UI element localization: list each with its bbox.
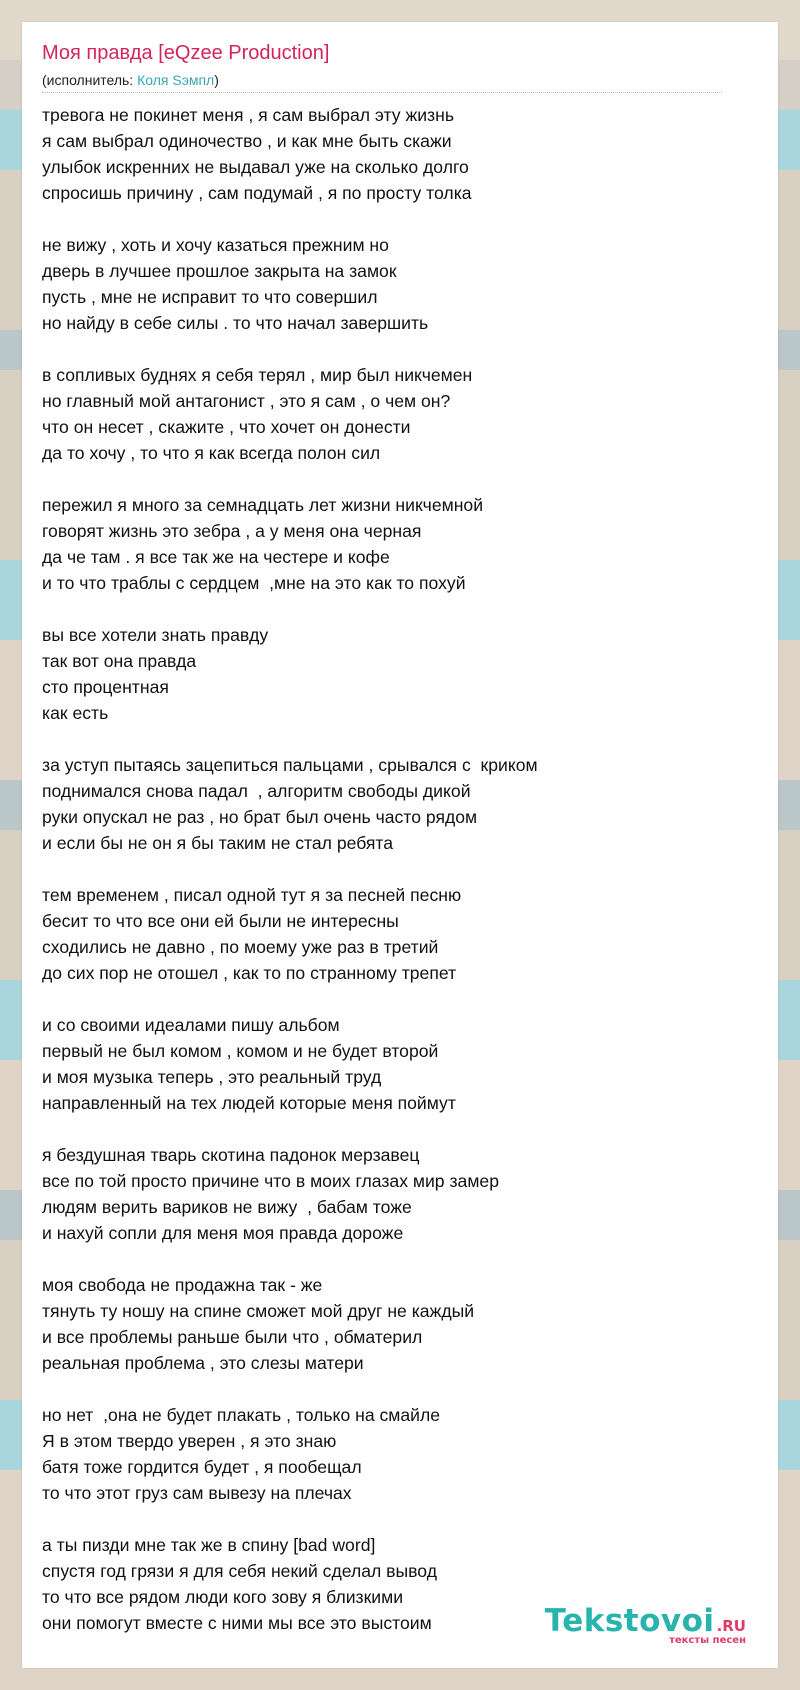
lyric-line: то что этот груз сам вывезу на плечах [42,1483,352,1503]
lyrics-stanza [42,1142,742,1246]
lyrics-stanza [42,882,742,986]
lyric-line: бесит то что все они ей были не интересны [42,911,399,931]
lyric-line: но главный мой антагонист , это я сам , о чем он? [42,391,451,411]
lyric-line: как есть [42,703,109,723]
lyric-line: сходились не давно , по моему уже раз в третий [42,937,439,957]
lyric-line: но найду в себе силы . то что начал завершить [42,313,429,333]
lyric-line: в сопливых буднях я себя терял , мир был никчемен [42,365,473,385]
lyric-line: и нахуй сопли для меня моя правда дороже [42,1223,404,1243]
lyric-line: руки опускал не раз , но брат был очень часто рядом [42,807,478,827]
lyrics-stanza [42,232,742,336]
lyric-line: да че там . я все так же на честере и кофе [42,547,390,567]
lyric-line: за уступ пытаясь зацепиться пальцами , срывался с криком [42,755,538,775]
lyric-line: направленный на тех людей которые меня поймут [42,1093,456,1113]
lyric-line: тем временем , писал одной тут я за песней песню [42,885,462,905]
lyrics-body [42,102,742,1662]
logo-tagline: тексты песен [669,1635,746,1646]
lyrics-stanza [42,102,742,206]
logo-text: Tekstovoi [544,1603,715,1639]
lyric-line: то что все рядом люди кого зову я близкими [42,1587,404,1607]
lyric-line: что он несет , скажите , что хочет он донести [42,417,411,437]
lyric-line: так вот она правда [42,651,197,671]
lyric-line: не вижу , хоть и хочу казаться прежним но [42,235,389,255]
lyric-line: до сих пор не отошел , как то по странному трепет [42,963,457,983]
artist-suffix: ) [214,72,219,88]
lyric-line: спросишь причину , сам подумай , я по просту толка [42,183,472,203]
title-divider [42,92,722,93]
lyric-line: и то что траблы с сердцем ,мне на это как то похуй [42,573,466,593]
lyric-line: и моя музыка теперь , это реальный труд [42,1067,382,1087]
lyrics-stanza [42,1272,742,1376]
lyric-line: поднимался снова падал , алгоритм свободы дикой [42,781,471,801]
lyric-line: улыбок искренних не выдавал уже на сколько долго [42,157,469,177]
lyric-line: дверь в лучшее прошлое закрыта на замок [42,261,397,281]
lyric-line: спустя год грязи я для себя некий сделал вывод [42,1561,437,1581]
site-logo[interactable] [545,1605,746,1646]
artist-line [42,72,219,88]
lyric-line: говорят жизнь это зебра , а у меня она черная [42,521,422,541]
lyric-line: тревога не покинет меня , я сам выбрал эту жизнь [42,105,454,125]
lyric-line: реальная проблема , это слезы матери [42,1353,364,1373]
lyrics-stanza [42,1402,742,1506]
lyric-line: вы все хотели знать правду [42,625,269,645]
lyric-line: пережил я много за семнадцать лет жизни никчемной [42,495,484,515]
lyric-line: первый не был комом , комом и не будет второй [42,1041,439,1061]
artist-link[interactable]: Коля Sэмпл [137,72,215,88]
lyrics-card [22,22,778,1668]
lyrics-stanza [42,752,742,856]
lyric-line: тянуть ту ношу на спине сможет мой друг не каждый [42,1301,475,1321]
song-title: Моя правда [eQzee Production] [42,42,330,64]
lyrics-stanza [42,1012,742,1116]
lyrics-stanza [42,492,742,596]
lyric-line: сто процентная [42,677,169,697]
lyric-line: да то хочу , то что я как всегда полон сил [42,443,381,463]
lyric-line: пусть , мне не исправит то что совершил [42,287,378,307]
lyric-line: батя тоже гордится будет , я пообещал [42,1457,362,1477]
lyric-line: людям верить вариков не вижу , бабам тоже [42,1197,412,1217]
lyric-line: но нет ,она не будет плакать , только на смайле [42,1405,441,1425]
lyric-line: Я в этом твердо уверен , я это знаю [42,1431,337,1451]
lyric-line: я сам выбрал одиночество , и как мне быть скажи [42,131,452,151]
lyric-line: и со своими идеалами пишу альбом [42,1015,340,1035]
lyric-line: и если бы не он я бы таким не стал ребята [42,833,394,853]
lyric-line: все по той просто причине что в моих глазах мир замер [42,1171,499,1191]
lyric-line: моя свобода не продажна так - же [42,1275,323,1295]
lyric-line: а ты пизди мне так же в спину [bad word] [42,1535,376,1555]
lyric-line: они помогут вместе с ними мы все это выстоим [42,1613,432,1633]
lyrics-stanza [42,622,742,726]
lyric-line: и все проблемы раньше были что , обматерил [42,1327,423,1347]
lyrics-stanza [42,362,742,466]
lyric-line: я бездушная тварь скотина падонок мерзавец [42,1145,420,1165]
artist-prefix: (исполнитель: [42,72,138,88]
logo-tld: .RU [716,1617,746,1635]
